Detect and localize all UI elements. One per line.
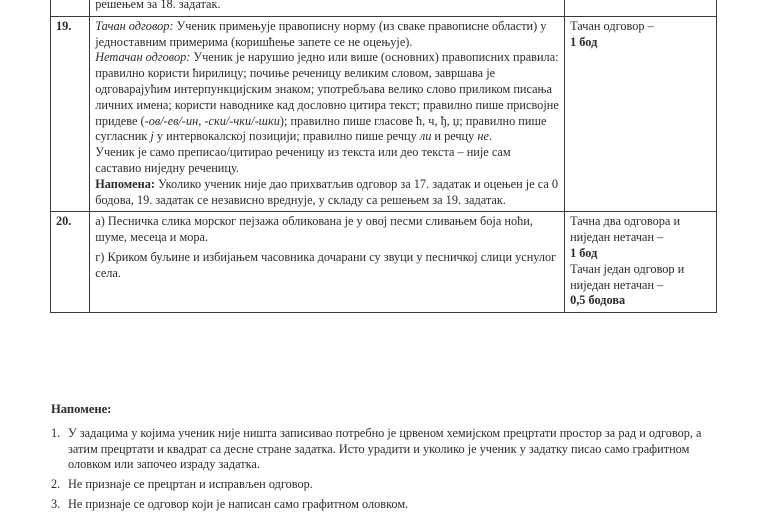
answer-description-cell xyxy=(90,0,565,16)
note-paragraph xyxy=(95,177,559,209)
incorrect-answer-text-3: у интервокалској позицији; правилно пише речцу xyxy=(153,129,420,144)
score-1-text: Тачна два одговора и ниједан нетачан – xyxy=(570,214,681,245)
note-number: 3. xyxy=(51,496,61,511)
incorrect-answer-text-4: и речцу xyxy=(431,129,478,144)
answer-g: г) Криком буљине и избијањем часовника дочарани су звуци у песничкој слици уснулог села. xyxy=(95,249,557,280)
score-2-points: 0,5 бодова xyxy=(570,293,626,308)
incorrect-answer-label: Нетачан одговор: xyxy=(95,50,191,65)
note-number: 2. xyxy=(51,477,61,492)
score-cell xyxy=(565,0,717,16)
note-label: Напомена: xyxy=(95,176,155,191)
incorrect-answer-text: Ученик је нарушио једно или више (основних) правописних правила: правилно користи ћирилицу; почиње реченицу великим словом, завршава је одговарајућим интерпункцијским знаком; употребљава велико слово приликом писања личних имена; користи наводнике кад дословно цитира текст; правилно пише присвојне придеве ( xyxy=(95,50,559,128)
correct-answer-text: Ученик примењује правописну норму (из сваке правописне области) у једноставним примерима (коришћење запете се не оцењује). xyxy=(95,18,547,49)
answer-description-20 xyxy=(90,212,565,313)
score-cell-19 xyxy=(565,16,717,212)
sentence-period: . xyxy=(488,129,493,144)
notes-title: Напомене: xyxy=(51,402,112,416)
row-number-20: 20. xyxy=(51,212,90,313)
row-number-19: 19. xyxy=(51,16,90,212)
table-row xyxy=(51,0,717,16)
word-ne: не xyxy=(477,129,489,144)
previous-row-tail-text: решењем за 18. задатак. xyxy=(95,0,221,11)
notes-section xyxy=(51,402,731,517)
word-li: ли xyxy=(419,129,432,144)
notes-list xyxy=(51,426,731,513)
score-points-19: 1 бод xyxy=(570,34,598,49)
incorrect-answer-paragraph xyxy=(95,50,559,145)
correct-answer-paragraph xyxy=(95,19,559,51)
copied-answer-paragraph: Ученик је само преписао/цитирао реченицу из текста или део текста – није сам саставио ниједну реченицу. xyxy=(95,145,511,175)
note-text: Не признаје се одговор који је написан само графитном оловком. xyxy=(68,496,409,511)
answer-description-19 xyxy=(90,16,565,212)
letter-j: ј xyxy=(150,129,154,144)
score-1-points: 1 бод xyxy=(570,245,598,260)
list-item xyxy=(51,426,731,473)
list-item xyxy=(51,477,731,493)
table-row-20 xyxy=(51,212,717,313)
score-2-text: Тачан један одговор и ниједан нетачан – xyxy=(570,261,685,292)
note-text: У задацима у којима ученик није ништа записивао потребно је црвеном хемијском прецртати простор за рад и одговор, а затим прецртати и квадрат са десне стране задатка. Исто урадити и уколико је ученик у задатку писао само графитном оловком или започео израду задатка. xyxy=(68,425,702,472)
correct-answer-label: Тачан одговор: xyxy=(95,18,174,33)
incorrect-answer-text-2: ); правилно пише гласове ћ, ч, ђ, џ; правилно пише сугласник xyxy=(95,113,547,144)
adjective-suffixes: -ов/-ев/-ин, -ски/-чки/-шки xyxy=(144,113,280,128)
note-text: Уколико ученик није дао прихватљив одговор за 17. задатак и оцењен је са 0 бодова, 19. задатак се независно вреднује, у складу са решењем за 19. задатак. xyxy=(95,176,559,207)
note-number: 1. xyxy=(51,425,61,440)
note-text: Не признаје се прецртан и исправљен одговор. xyxy=(68,477,313,492)
grading-table xyxy=(50,0,717,313)
score-text-19: Тачан одговор – xyxy=(570,18,654,33)
row-number-cell xyxy=(51,0,90,16)
answer-a: а) Песничка слика морског пејзажа обликована је у овој песми сливањем боја ноћи, шуме, месеца и мора. xyxy=(95,214,533,245)
score-cell-20 xyxy=(565,212,717,313)
list-item xyxy=(51,497,731,513)
table-row-19 xyxy=(51,16,717,212)
